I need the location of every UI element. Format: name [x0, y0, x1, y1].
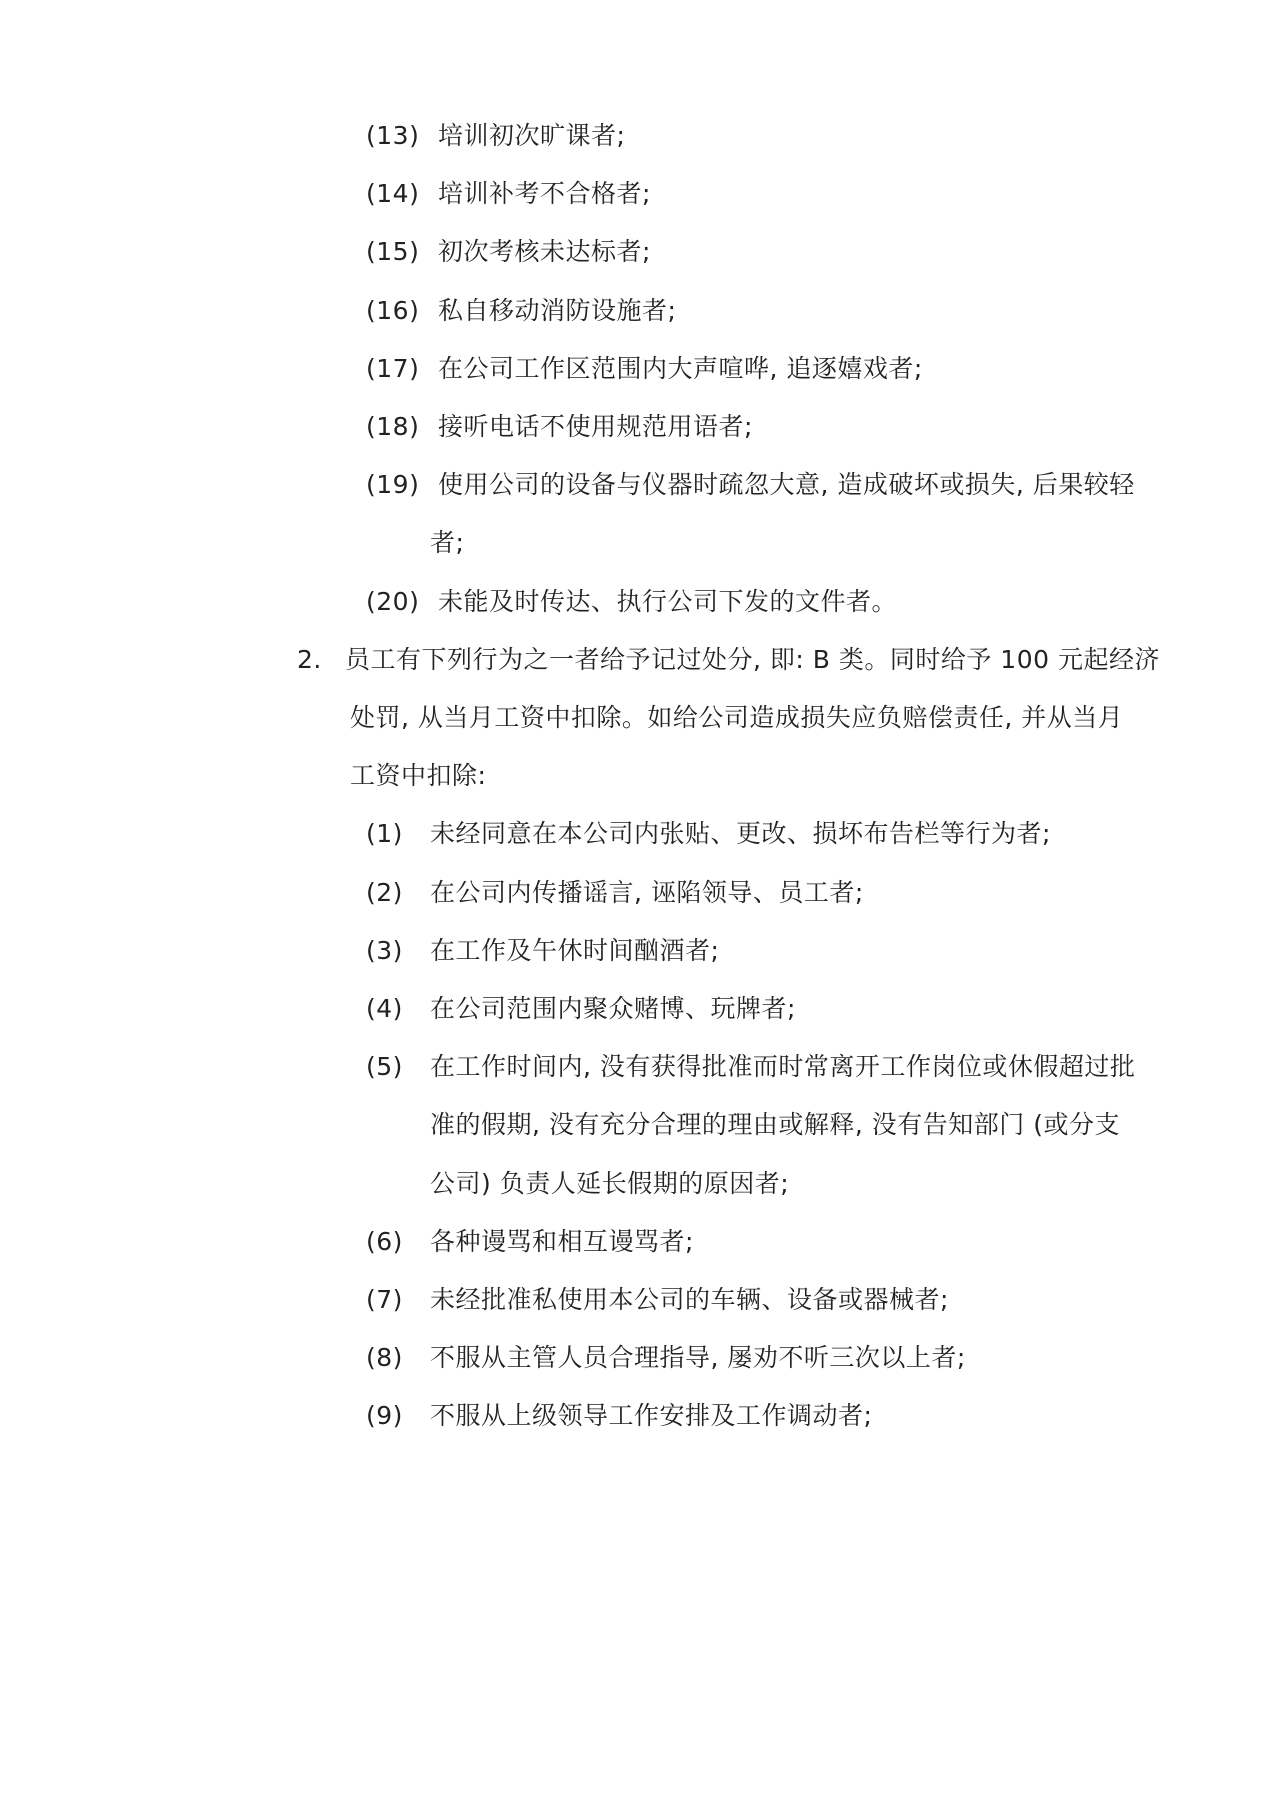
item-number: (1)	[366, 819, 403, 848]
list-item-continuation	[430, 526, 464, 560]
item-number: (7)	[366, 1285, 403, 1314]
item-text: 在工作时间内, 没有获得批准而时常离开工作岗位或休假超过批	[430, 1052, 1136, 1081]
item-number: (18)	[366, 412, 420, 441]
item-number: (3)	[366, 936, 403, 965]
item-text: 不服从主管人员合理指导, 屡劝不听三次以上者;	[430, 1343, 966, 1372]
section-text: 处罚, 从当月工资中扣除。如给公司造成损失应负赔偿责任, 并从当月	[350, 703, 1124, 732]
item-text: 私自移动消防设施者;	[438, 296, 677, 325]
list-item	[366, 934, 719, 968]
item-number: (2)	[366, 878, 403, 907]
item-text: 培训补考不合格者;	[438, 179, 651, 208]
section-paragraph-line	[350, 759, 486, 793]
list-item	[366, 410, 753, 444]
item-number: (20)	[366, 587, 420, 616]
section-number: 2.	[297, 645, 322, 674]
list-item	[366, 235, 651, 269]
list-item-continuation	[430, 1167, 789, 1201]
list-item	[366, 585, 897, 619]
list-item	[366, 817, 1051, 851]
item-text: 初次考核未达标者;	[438, 237, 651, 266]
item-text: 未经同意在本公司内张贴、更改、损坏布告栏等行为者;	[430, 819, 1051, 848]
item-text: 未能及时传达、执行公司下发的文件者。	[438, 587, 898, 616]
list-item	[366, 1399, 872, 1433]
item-text: 在公司工作区范围内大声喧哗, 追逐嬉戏者;	[438, 354, 923, 383]
section-paragraph	[297, 643, 1160, 677]
item-number: (15)	[366, 237, 420, 266]
item-text: 接听电话不使用规范用语者;	[438, 412, 753, 441]
item-number: (5)	[366, 1052, 403, 1081]
list-item	[366, 468, 1135, 502]
item-text: 在公司范围内聚众赌博、玩牌者;	[430, 994, 796, 1023]
item-text: 准的假期, 没有充分合理的理由或解释, 没有告知部门 (或分支	[430, 1110, 1120, 1139]
section-paragraph-line	[350, 701, 1123, 735]
item-number: (6)	[366, 1227, 403, 1256]
list-item	[366, 1283, 949, 1317]
list-item	[366, 119, 625, 153]
item-text: 使用公司的设备与仪器时疏忽大意, 造成破坏或损失, 后果较轻	[438, 470, 1135, 499]
item-text: 培训初次旷课者;	[438, 121, 626, 150]
item-number: (14)	[366, 179, 420, 208]
item-text: 未经批准私使用本公司的车辆、设备或器械者;	[430, 1285, 949, 1314]
list-item	[366, 1050, 1135, 1084]
item-number: (13)	[366, 121, 420, 150]
section-text: 员工有下列行为之一者给予记过处分, 即: B 类。同时给予 100 元起经济	[345, 645, 1160, 674]
list-item	[366, 1341, 966, 1375]
list-item	[366, 177, 651, 211]
item-number: (4)	[366, 994, 403, 1023]
item-number: (8)	[366, 1343, 403, 1372]
item-text: 在公司内传播谣言, 诬陷领导、员工者;	[430, 878, 864, 907]
list-item	[366, 1225, 694, 1259]
list-item	[366, 352, 923, 386]
item-text: 在工作及午休时间酗酒者;	[430, 936, 720, 965]
list-item	[366, 294, 676, 328]
item-text: 公司) 负责人延长假期的原因者;	[430, 1169, 790, 1198]
item-number: (17)	[366, 354, 420, 383]
item-text: 不服从上级领导工作安排及工作调动者;	[430, 1401, 873, 1430]
item-number: (19)	[366, 470, 420, 499]
list-item-continuation	[430, 1108, 1120, 1142]
item-text: 各种谩骂和相互谩骂者;	[430, 1227, 694, 1256]
list-item	[366, 876, 864, 910]
item-text: 者;	[430, 528, 465, 557]
section-text: 工资中扣除:	[350, 761, 487, 790]
item-number: (16)	[366, 296, 420, 325]
list-item	[366, 992, 796, 1026]
item-number: (9)	[366, 1401, 403, 1430]
